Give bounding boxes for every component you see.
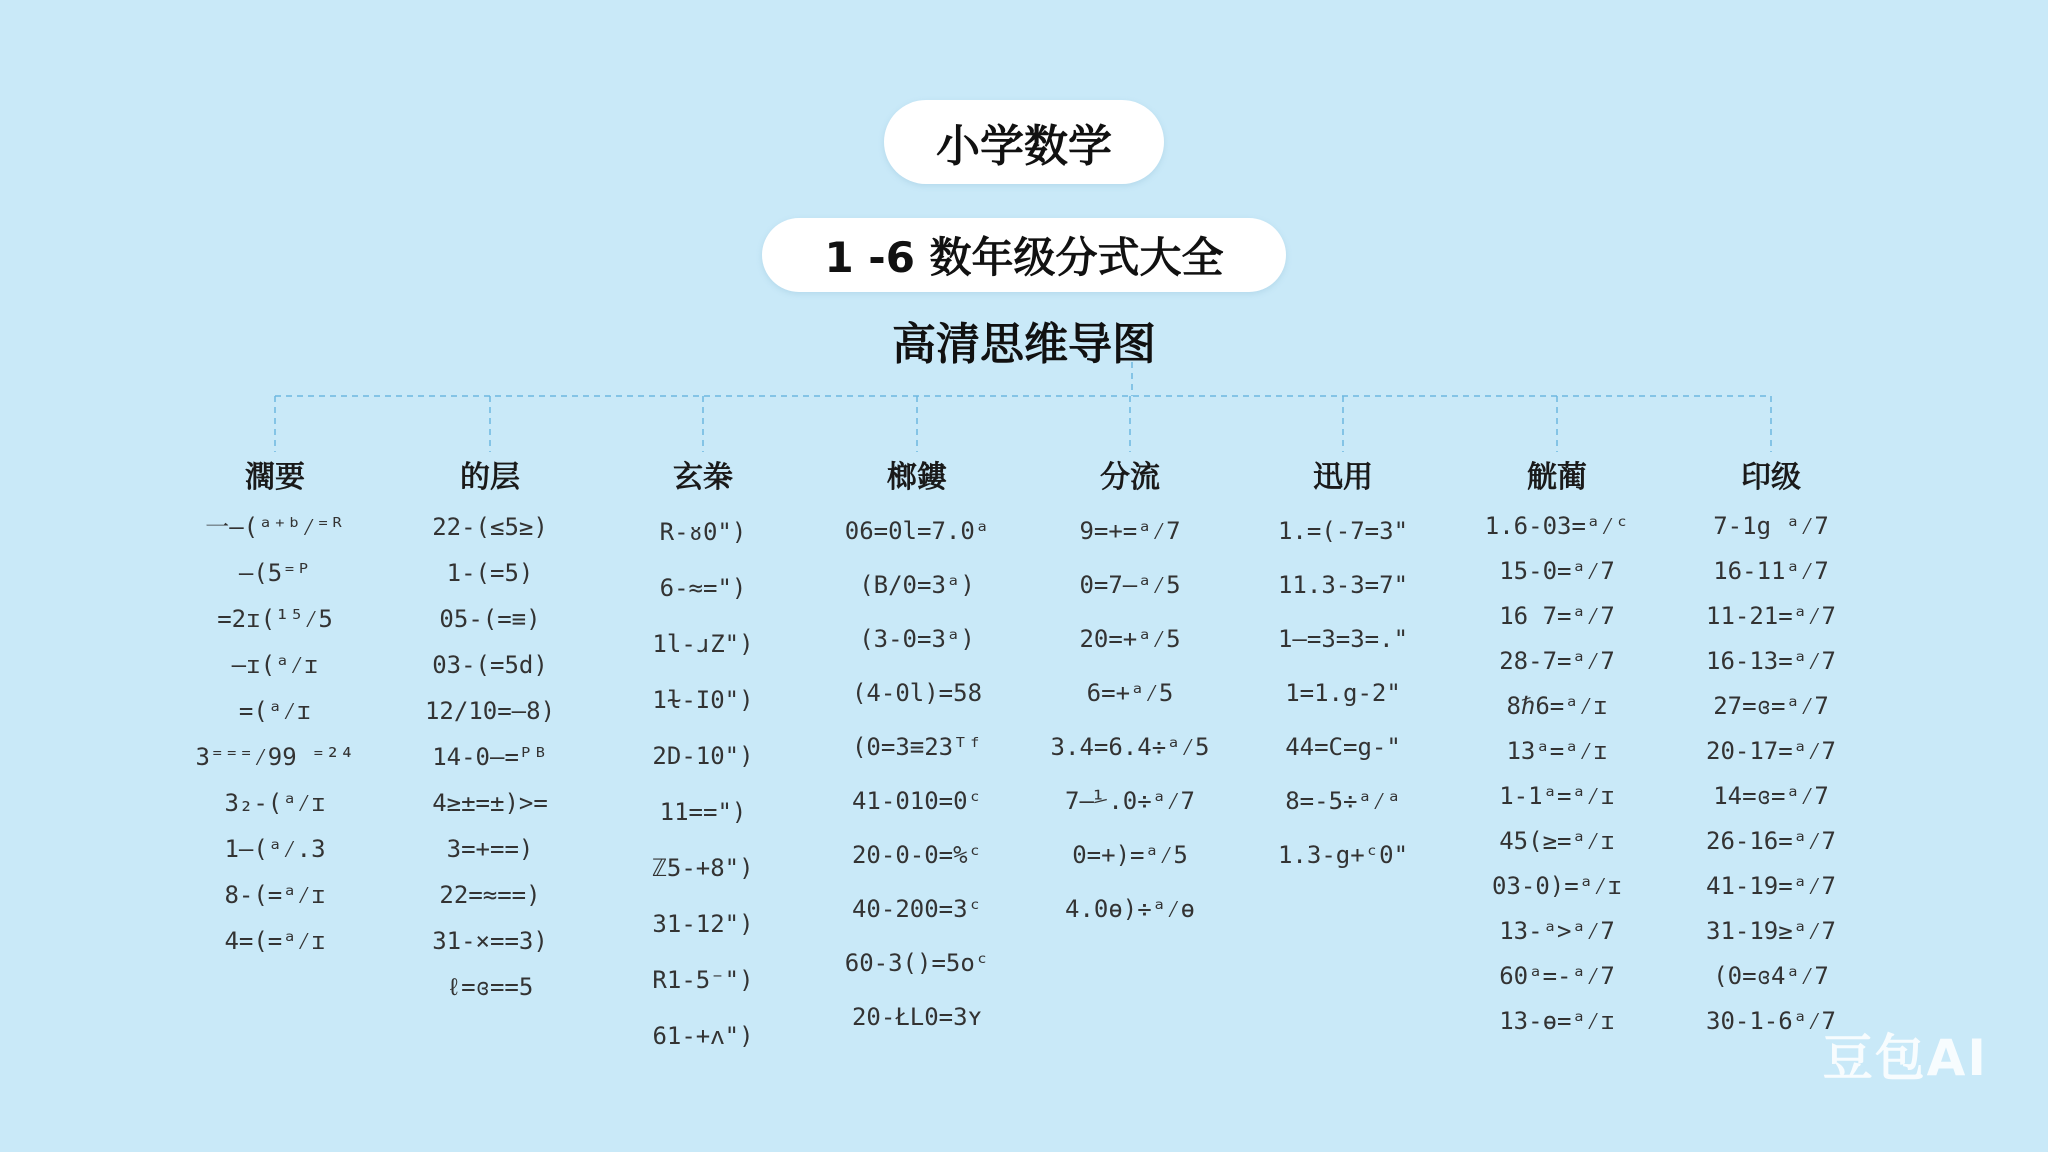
formula-item: 03-(=5d) [432, 651, 548, 679]
formula-item: 0=7—ᵃ⁄5 [1079, 571, 1181, 599]
formula-item: 13ᵃ=ᵃ⁄ɪ [1506, 737, 1608, 765]
column-3 [588, 456, 818, 1064]
formula-item: 26-16=ᵃ⁄7 [1706, 827, 1836, 855]
title-main: 小学数学 [884, 100, 1164, 184]
formula-item: —(5⁼ᴾ [238, 559, 312, 587]
column-2 [375, 456, 605, 1010]
formula-item: 15-0=ᵃ⁄7 [1499, 557, 1615, 585]
column-items [375, 504, 605, 1010]
formula-item: =(ᵃ⁄ɪ [238, 697, 312, 725]
formula-item: 2D-10") [652, 742, 754, 770]
formula-item: 05-(=≡) [439, 605, 541, 633]
column-1 [160, 456, 390, 964]
formula-item: 3⁼⁼⁼⁄99 ⁼²⁴ [195, 743, 355, 771]
formula-item: R1-5⁻") [652, 966, 754, 994]
formula-item: 44=C=g-" [1285, 733, 1401, 761]
column-7 [1442, 456, 1672, 1044]
formula-item: 31-19≥ᵃ⁄7 [1706, 917, 1836, 945]
formula-item: ℤ5-+8") [652, 854, 754, 882]
column-header: 迅用 [1313, 460, 1373, 495]
title-mindmap: 高清思维导图 [892, 319, 1156, 370]
formula-item: 11-21=ᵃ⁄7 [1706, 602, 1836, 630]
formula-item: 06=0l=7.0ᵃ [844, 517, 990, 545]
formula-item: 3=+==) [446, 835, 534, 863]
formula-item: 40-200=3ᶜ [851, 895, 983, 923]
formula-item: 30-1-6ᵃ⁄7 [1706, 1007, 1836, 1035]
formula-item: 1ɫ-I0") [652, 686, 754, 714]
column-4 [802, 456, 1032, 1044]
formula-item: 13-ɵ=ᵃ⁄ɪ [1499, 1007, 1615, 1035]
formula-item: 20-17=ᵃ⁄7 [1706, 737, 1836, 765]
column-header: 印级 [1741, 460, 1801, 495]
column-items [1442, 504, 1672, 1044]
formula-item: 16 7=ᵃ⁄7 [1499, 602, 1615, 630]
column-header: 玄桊 [673, 460, 733, 495]
formula-item: 1.6-03=ᵃ⁄ᶜ [1484, 512, 1630, 540]
formula-item: 6=+ᵃ⁄5 [1086, 679, 1174, 707]
formula-item: 1-1ᵃ=ᵃ⁄ɪ [1499, 782, 1615, 810]
column-items [802, 504, 1032, 1044]
formula-item: 7-1g ᵃ⁄7 [1713, 512, 1829, 540]
formula-item: 16-11ᵃ⁄7 [1713, 557, 1829, 585]
formula-item: 11.3-3=7" [1277, 571, 1409, 599]
formula-item: 4≥±=±)>= [432, 789, 548, 817]
formula-item: 4.0ɵ)÷ᵃ⁄ɵ [1065, 895, 1195, 923]
formula-item: 61-+ᴧ") [652, 1022, 754, 1050]
column-header: 觥蔺 [1527, 460, 1587, 495]
formula-item: 03-0)=ᵃ⁄ɪ [1492, 872, 1622, 900]
formula-item: 41-19=ᵃ⁄7 [1706, 872, 1836, 900]
column-6 [1228, 456, 1458, 882]
formula-item: =2ɪ(¹⁵⁄5 [217, 605, 333, 633]
column-items [1656, 504, 1886, 1044]
formula-item: 8=-5÷ᵃ⁄ᵃ [1285, 787, 1401, 815]
column-header: 濶要 [245, 460, 305, 495]
formula-item: 1.3-g+ᶜ0" [1277, 841, 1409, 869]
formula-item: 3₂-(ᵃ⁄ɪ [224, 789, 326, 817]
formula-item: —ɪ(ᵃ⁄ɪ [231, 651, 319, 679]
formula-item: 22-(≤5≥) [432, 513, 548, 541]
formula-item: 16-13=ᵃ⁄7 [1706, 647, 1836, 675]
formula-item: 31-×==3) [432, 927, 548, 955]
formula-item: 6-≈=") [659, 574, 747, 602]
column-5 [1015, 456, 1245, 936]
formula-item: 13-ᵃ>ᵃ⁄7 [1499, 917, 1615, 945]
column-items [160, 504, 390, 964]
formula-item: 12/10=—8) [424, 697, 556, 725]
formula-item: 1—(ᵃ⁄.3 [224, 835, 326, 863]
formula-item: 9=+=ᵃ⁄7 [1079, 517, 1181, 545]
formula-item: 0=+)=ᵃ⁄5 [1072, 841, 1188, 869]
formula-item: 7—⅟.0÷ᵃ⁄7 [1065, 787, 1195, 815]
formula-item: 一—(ᵃ⁺ᵇ⁄⁼ᴿ [205, 513, 345, 541]
formula-item: 1=1.g-2" [1285, 679, 1401, 707]
formula-item: 60ᵃ=-ᵃ⁄7 [1499, 962, 1615, 990]
formula-item: 1.=(-7=3" [1277, 517, 1409, 545]
formula-item: (3-0=3ᵃ) [859, 625, 975, 653]
formula-item: 14=ɞ=ᵃ⁄7 [1713, 782, 1829, 810]
formula-item: (0=3≡23ᵀᶠ [851, 733, 983, 761]
formula-item: 45(≥=ᵃ⁄ɪ [1499, 827, 1615, 855]
column-items [1228, 504, 1458, 882]
formula-item: R-ᴕ0") [659, 518, 747, 546]
formula-item: 20=+ᵃ⁄5 [1079, 625, 1181, 653]
formula-item: 14-0—=ᴾᴮ [432, 743, 548, 771]
column-header: 的层 [460, 460, 520, 495]
formula-item: (4-0l)=58 [851, 679, 983, 707]
formula-item: 4=(=ᵃ⁄ɪ [224, 927, 326, 955]
formula-item: (B/0=3ᵃ) [859, 571, 975, 599]
formula-item: 11==") [659, 798, 747, 826]
watermark-logo: 豆包AI [1822, 1029, 1988, 1087]
formula-item: (0=ɞ4ᵃ⁄7 [1713, 962, 1829, 990]
formula-item: 31-12") [652, 910, 754, 938]
formula-item: 60-3()=5oᶜ [844, 949, 990, 977]
formula-item: 20-ŁL0=3ʏ [851, 1003, 983, 1031]
formula-item: 1-(=5) [446, 559, 534, 587]
column-items [1015, 504, 1245, 936]
column-8 [1656, 456, 1886, 1044]
formula-item: 1—=3=3=." [1277, 625, 1409, 653]
column-header: 分流 [1100, 460, 1160, 495]
formula-item: 1l-ɹZ") [652, 630, 754, 658]
formula-item: 28-7=ᵃ⁄7 [1499, 647, 1615, 675]
formula-item: 27=ɞ=ᵃ⁄7 [1713, 692, 1829, 720]
column-items [588, 504, 818, 1064]
title-subtitle: 1 -6 数年级分式大全 [762, 218, 1286, 292]
formula-item: 3.4=6.4÷ᵃ⁄5 [1050, 733, 1210, 761]
formula-item: 41-010=0ᶜ [851, 787, 983, 815]
formula-item: 20-0-0=%ᶜ [851, 841, 983, 869]
formula-item: 8-(=ᵃ⁄ɪ [224, 881, 326, 909]
formula-item: ℓ=ɞ==5 [446, 973, 534, 1001]
column-header: 榔鏤 [887, 460, 947, 495]
formula-item: 8ℏ6=ᵃ⁄ɪ [1506, 692, 1608, 720]
formula-item: 22=≈==) [439, 881, 541, 909]
